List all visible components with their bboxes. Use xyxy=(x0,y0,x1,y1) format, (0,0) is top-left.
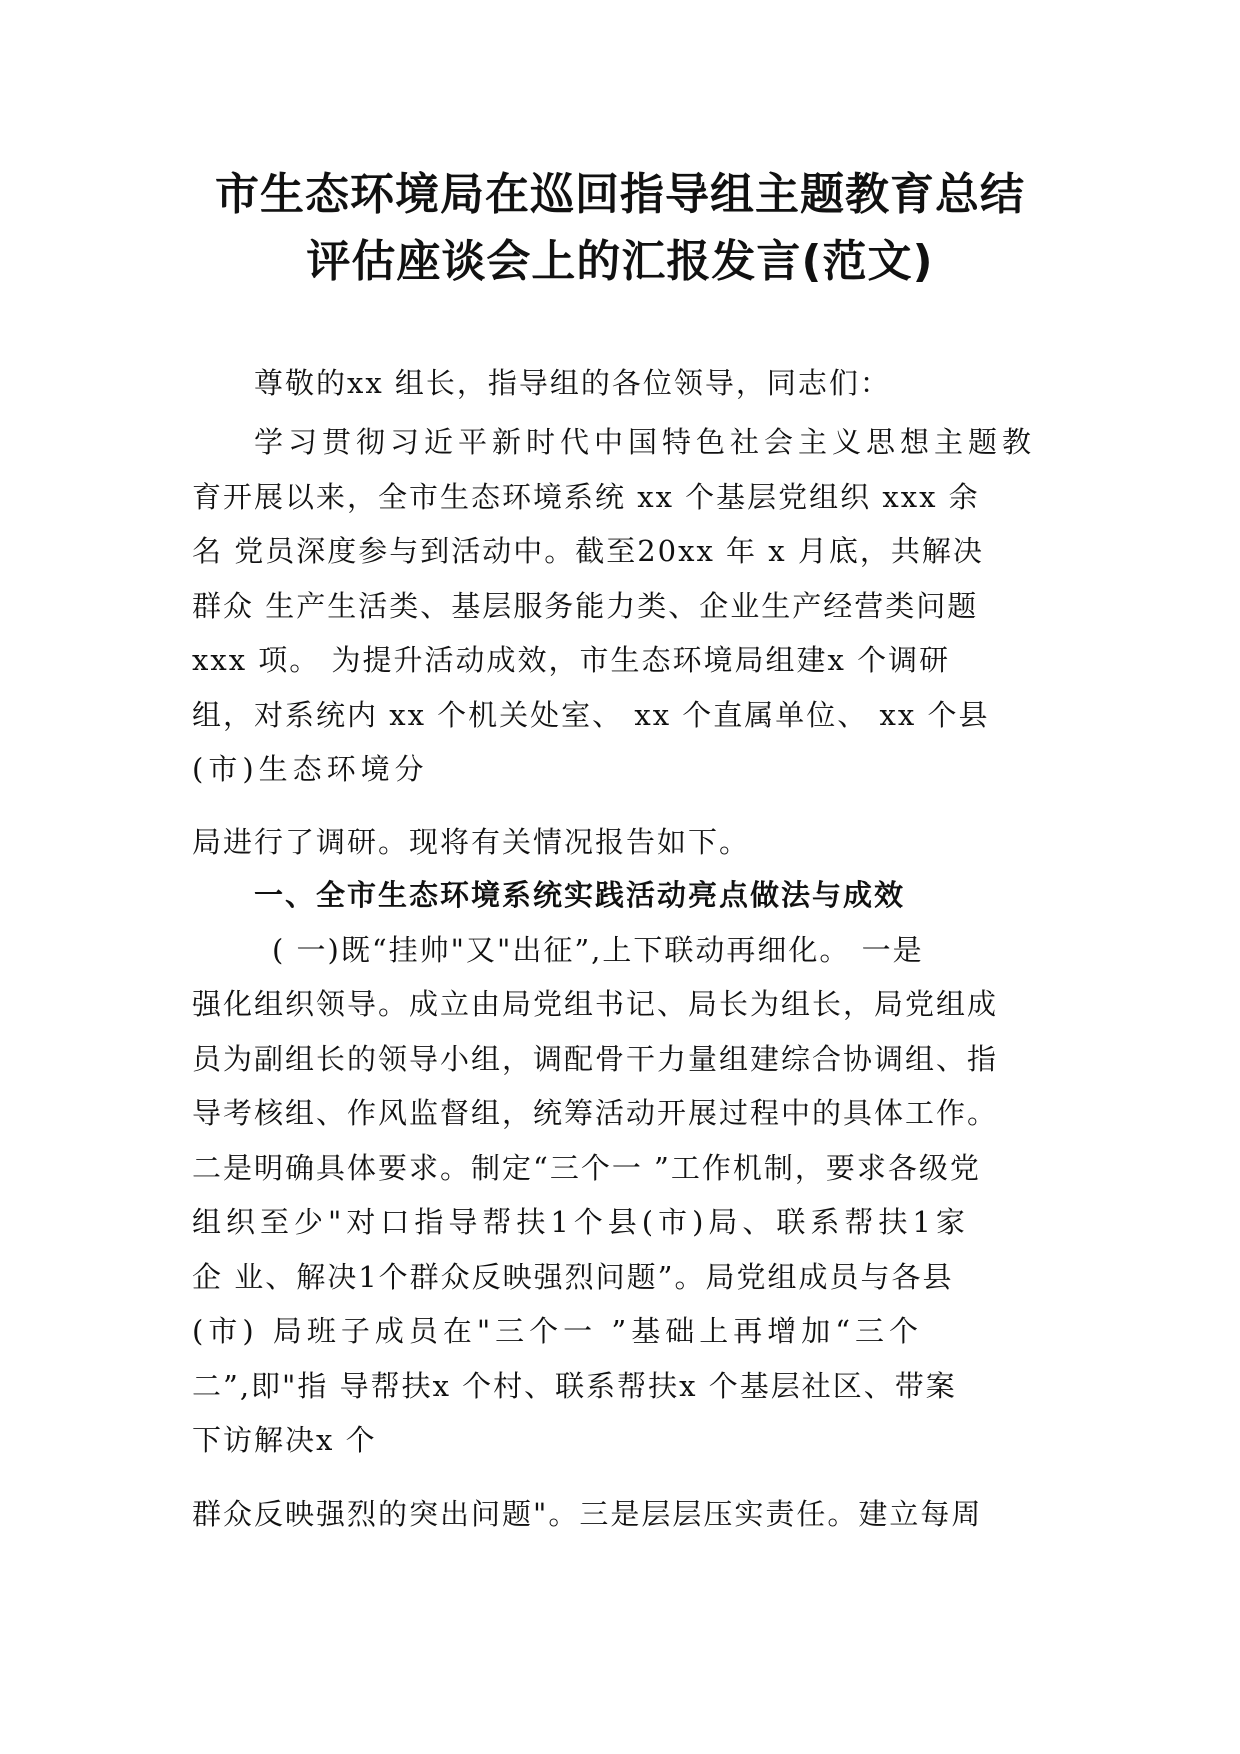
body-line: 局进行了调研。现将有关情况报告如下。 xyxy=(192,825,751,859)
body-line: 员为副组长的领导小组，调配骨干力量组建综合协调组、指 xyxy=(192,1042,999,1076)
body-line: 二”,即"指 导帮扶x 个村、联系帮扶x 个基层社区、带案 xyxy=(192,1369,957,1403)
body-line: 强化组织领导。成立由局党组书记、局长为组长，局党组成 xyxy=(192,987,999,1021)
document-title-line-2: 评估座谈会上的汇报发言(范文) xyxy=(306,236,934,287)
document-title-line-1: 市生态环境局在巡回指导组主题教育总结 xyxy=(215,169,1025,220)
body-line: 群众 生产生活类、基层服务能力类、企业生产经营类问题 xyxy=(192,589,979,623)
body-line: 育开展以来，全市生态环境系统 xx 个基层党组织 xxx 余 xyxy=(192,480,980,514)
body-line: 组织至少"对口指导帮扶1个县(市)局、联系帮扶1家 xyxy=(192,1205,970,1239)
body-line: 组，对系统内 xx 个机关处室、 xx 个直属单位、 xx 个县 xyxy=(192,698,990,732)
subsection-line: ( 一)既“挂帅"又"出征”,上下联动再细化。 一是 xyxy=(272,933,924,967)
body-line: 企 业、解决1个群众反映强烈问题”。局党组成员与各县 xyxy=(192,1260,954,1294)
body-line: 二是明确具体要求。制定“三个一 ”工作机制，要求各级党 xyxy=(192,1151,981,1185)
body-line: 名 党员深度参与到活动中。截至20xx 年 x 月底，共解决 xyxy=(192,534,984,568)
section-heading: 一、全市生态环境系统实践活动亮点做法与成效 xyxy=(254,878,906,912)
body-line: 学习贯彻习近平新时代中国特色社会主义思想主题教 xyxy=(254,425,1037,459)
salutation: 尊敬的xx 组长，指导组的各位领导，同志们： xyxy=(254,366,891,400)
body-line: xxx 项。 为提升活动成效，市生态环境局组建x 个调研 xyxy=(192,643,951,677)
body-line: (市) 局班子成员在"三个一 ”基础上再增加“三个 xyxy=(192,1314,924,1348)
body-line: 导考核组、作风监督组，统筹活动开展过程中的具体工作。 xyxy=(192,1096,999,1130)
body-line: 群众反映强烈的突出问题"。三是层层压实责任。建立每周 xyxy=(192,1497,983,1531)
body-line: (市)生态环境分 xyxy=(192,752,429,786)
body-line: 下访解决x 个 xyxy=(192,1423,377,1457)
